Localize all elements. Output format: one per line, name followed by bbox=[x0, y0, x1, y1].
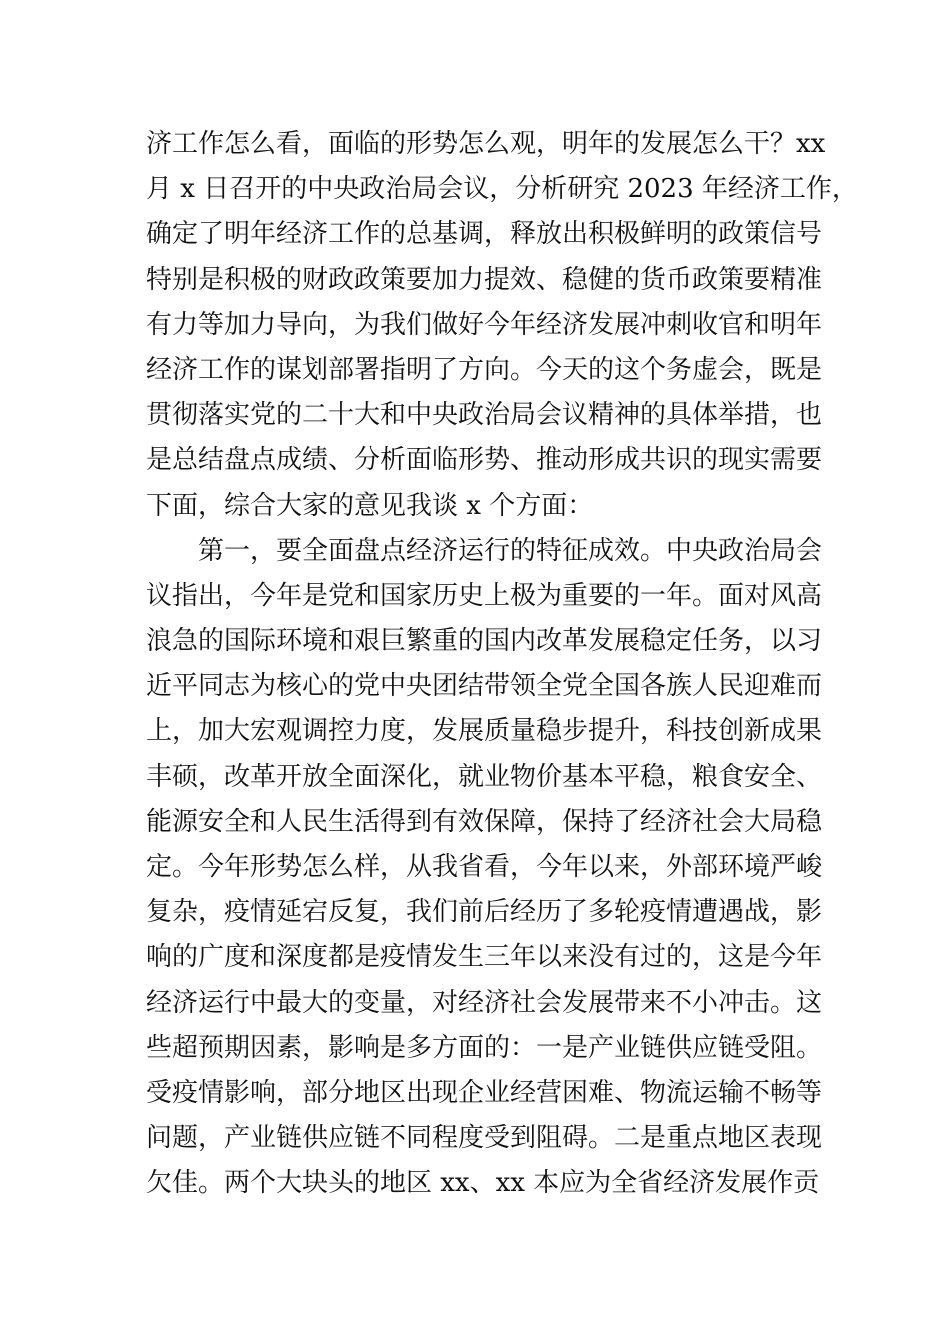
paragraph-1-line-1: 济工作怎么看，面临的形势怎么观，明年的发展怎么干？xx bbox=[146, 129, 826, 159]
paragraph-2-line-3: 浪急的国际环境和艰巨繁重的国内改革发展稳定任务，以习 bbox=[146, 626, 823, 657]
paragraph-1-line-4: 特别是积极的财政政策要加力提效、稳健的货币政策要精准 bbox=[146, 264, 823, 295]
paragraph-2-line-15: 欠佳。两个大块头的地区 xx、xx 本应为全省经济发展作贡 bbox=[146, 1168, 820, 1199]
paragraph-2-line-13: 受疫情影响，部分地区出现企业经营困难、物流运输不畅等 bbox=[146, 1077, 823, 1108]
paragraph-2-line-4: 近平同志为核心的党中央团结带领全党全国各族人民迎难而 bbox=[146, 671, 823, 702]
paragraph-2-line-5: 上，加大宏观调控力度，发展质量稳步提升，科技创新成果 bbox=[146, 716, 823, 747]
paragraph-2-line-11: 经济运行中最大的变量，对经济社会发展带来不小冲击。这 bbox=[146, 987, 823, 1018]
paragraph-1-line-8: 是总结盘点成绩、分析面临形势、推动形成共识的现实需要 bbox=[146, 445, 823, 476]
paragraph-1-line-5: 有力等加力导向，为我们做好今年经济发展冲刺收官和明年 bbox=[146, 309, 823, 340]
document-body bbox=[146, 122, 858, 1207]
paragraph-1-line-2: 月 x 日召开的中央政治局会议，分析研究 2023 年经济工作， bbox=[146, 174, 858, 205]
paragraph-1-line-3: 确定了明年经济工作的总基调，释放出积极鲜明的政策信号 bbox=[146, 219, 823, 250]
paragraph-2-line-9: 复杂，疫情延宕反复，我们前后经历了多轮疫情遭遇战，影 bbox=[146, 897, 823, 928]
paragraph-2-line-12: 些超预期因素，影响是多方面的：一是产业链供应链受阻。 bbox=[146, 1032, 823, 1063]
paragraph-1-line-9: 下面，综合大家的意见我谈 x 个方面： bbox=[146, 490, 594, 521]
paragraph-2-line-8: 定。今年形势怎么样，从我省看，今年以来，外部环境严峻 bbox=[146, 852, 823, 882]
paragraph-2-line-14: 问题，产业链供应链不同程度受到阻碍。二是重点地区表现 bbox=[146, 1123, 823, 1154]
paragraph-2-line-1: 第一，要全面盘点经济运行的特征成效。中央政治局会 bbox=[146, 535, 823, 566]
paragraph-1-line-6: 经济工作的谋划部署指明了方向。今天的这个务虚会，既是 bbox=[146, 354, 823, 385]
paragraph-2-line-2: 议指出，今年是党和国家历史上极为重要的一年。面对风高 bbox=[146, 580, 823, 611]
paragraph-1-line-7: 贯彻落实党的二十大和中央政治局会议精神的具体举措，也 bbox=[146, 400, 823, 431]
paragraph-2-line-10: 响的广度和深度都是疫情发生三年以来没有过的，这是今年 bbox=[146, 942, 823, 973]
paragraph-2-line-6: 丰硕，改革开放全面深化，就业物价基本平稳，粮食安全、 bbox=[146, 761, 823, 792]
paragraph-2-line-7: 能源安全和人民生活得到有效保障，保持了经济社会大局稳 bbox=[146, 806, 823, 837]
